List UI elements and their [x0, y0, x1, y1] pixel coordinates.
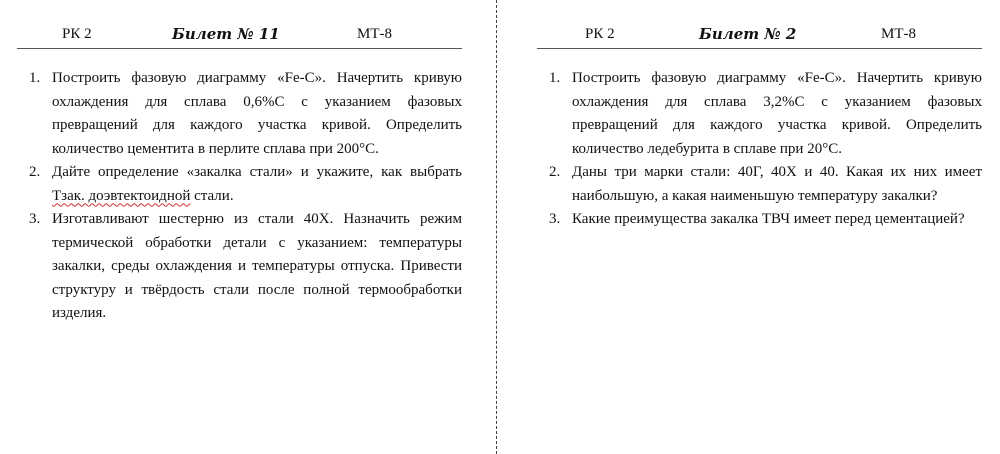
question-text: Какие преимущества закалка ТВЧ имеет перед цементацией? — [572, 211, 965, 227]
question-text: Даны три марки стали: 40Г, 40Х и 40. Какая их них имеет наибольшую, а какая наименьшую температуру закалки? — [572, 164, 982, 204]
ticket-title: Билет № 11 — [172, 25, 280, 43]
question-text: Построить фазовую диаграмму «Fe-C». Начертить кривую охлаждения для сплава 0,6%С с указанием фазовых превращений для каждого участка кривой. Определить количество цементита в перлите сплава при 200°С. — [52, 70, 462, 157]
question-item — [537, 161, 982, 208]
spellcheck-underlined-text: Тзак. доэвтектоидной — [52, 187, 191, 204]
ticket-left — [17, 22, 462, 326]
question-text: Построить фазовую диаграмму «Fe-C». Начертить кривую охлаждения для сплава 3,2%С с указанием фазовых превращений для каждого участка кривой. Определить количество ледебурита в сплаве при 20°С. — [572, 70, 982, 157]
ticket-title: Билет № 2 — [699, 25, 797, 43]
ticket-code: РК 2 — [585, 26, 615, 42]
question-text: Изготавливают шестерню из стали 40Х. Назначить режим термической обработки детали с указанием: температуры закалки, среды охлаждения и температуры отпуска. Привести структуру и твёрдость стали после полной термообработки изделия. — [52, 211, 462, 321]
question-item — [17, 67, 462, 161]
ticket-group: МТ-8 — [881, 26, 916, 42]
question-item — [537, 67, 982, 161]
cut-line-divider — [496, 0, 497, 454]
question-text: Дайте определение «закалка стали» и укажите, как выбрать — [52, 164, 462, 180]
ticket-header — [537, 22, 982, 49]
question-number: 2. — [29, 164, 41, 180]
question-item — [17, 161, 462, 208]
question-list — [17, 67, 462, 326]
question-number: 1. — [549, 70, 561, 86]
question-list — [537, 67, 982, 232]
question-text-tail: стали. — [190, 187, 234, 204]
question-number: 3. — [29, 211, 41, 227]
ticket-right — [537, 22, 982, 232]
ticket-code: РК 2 — [62, 26, 92, 42]
question-item — [17, 208, 462, 326]
question-number: 1. — [29, 70, 41, 86]
question-item — [537, 208, 982, 232]
question-number: 3. — [549, 211, 561, 227]
question-number: 2. — [549, 164, 561, 180]
ticket-header — [17, 22, 462, 49]
ticket-group: МТ-8 — [357, 26, 392, 42]
